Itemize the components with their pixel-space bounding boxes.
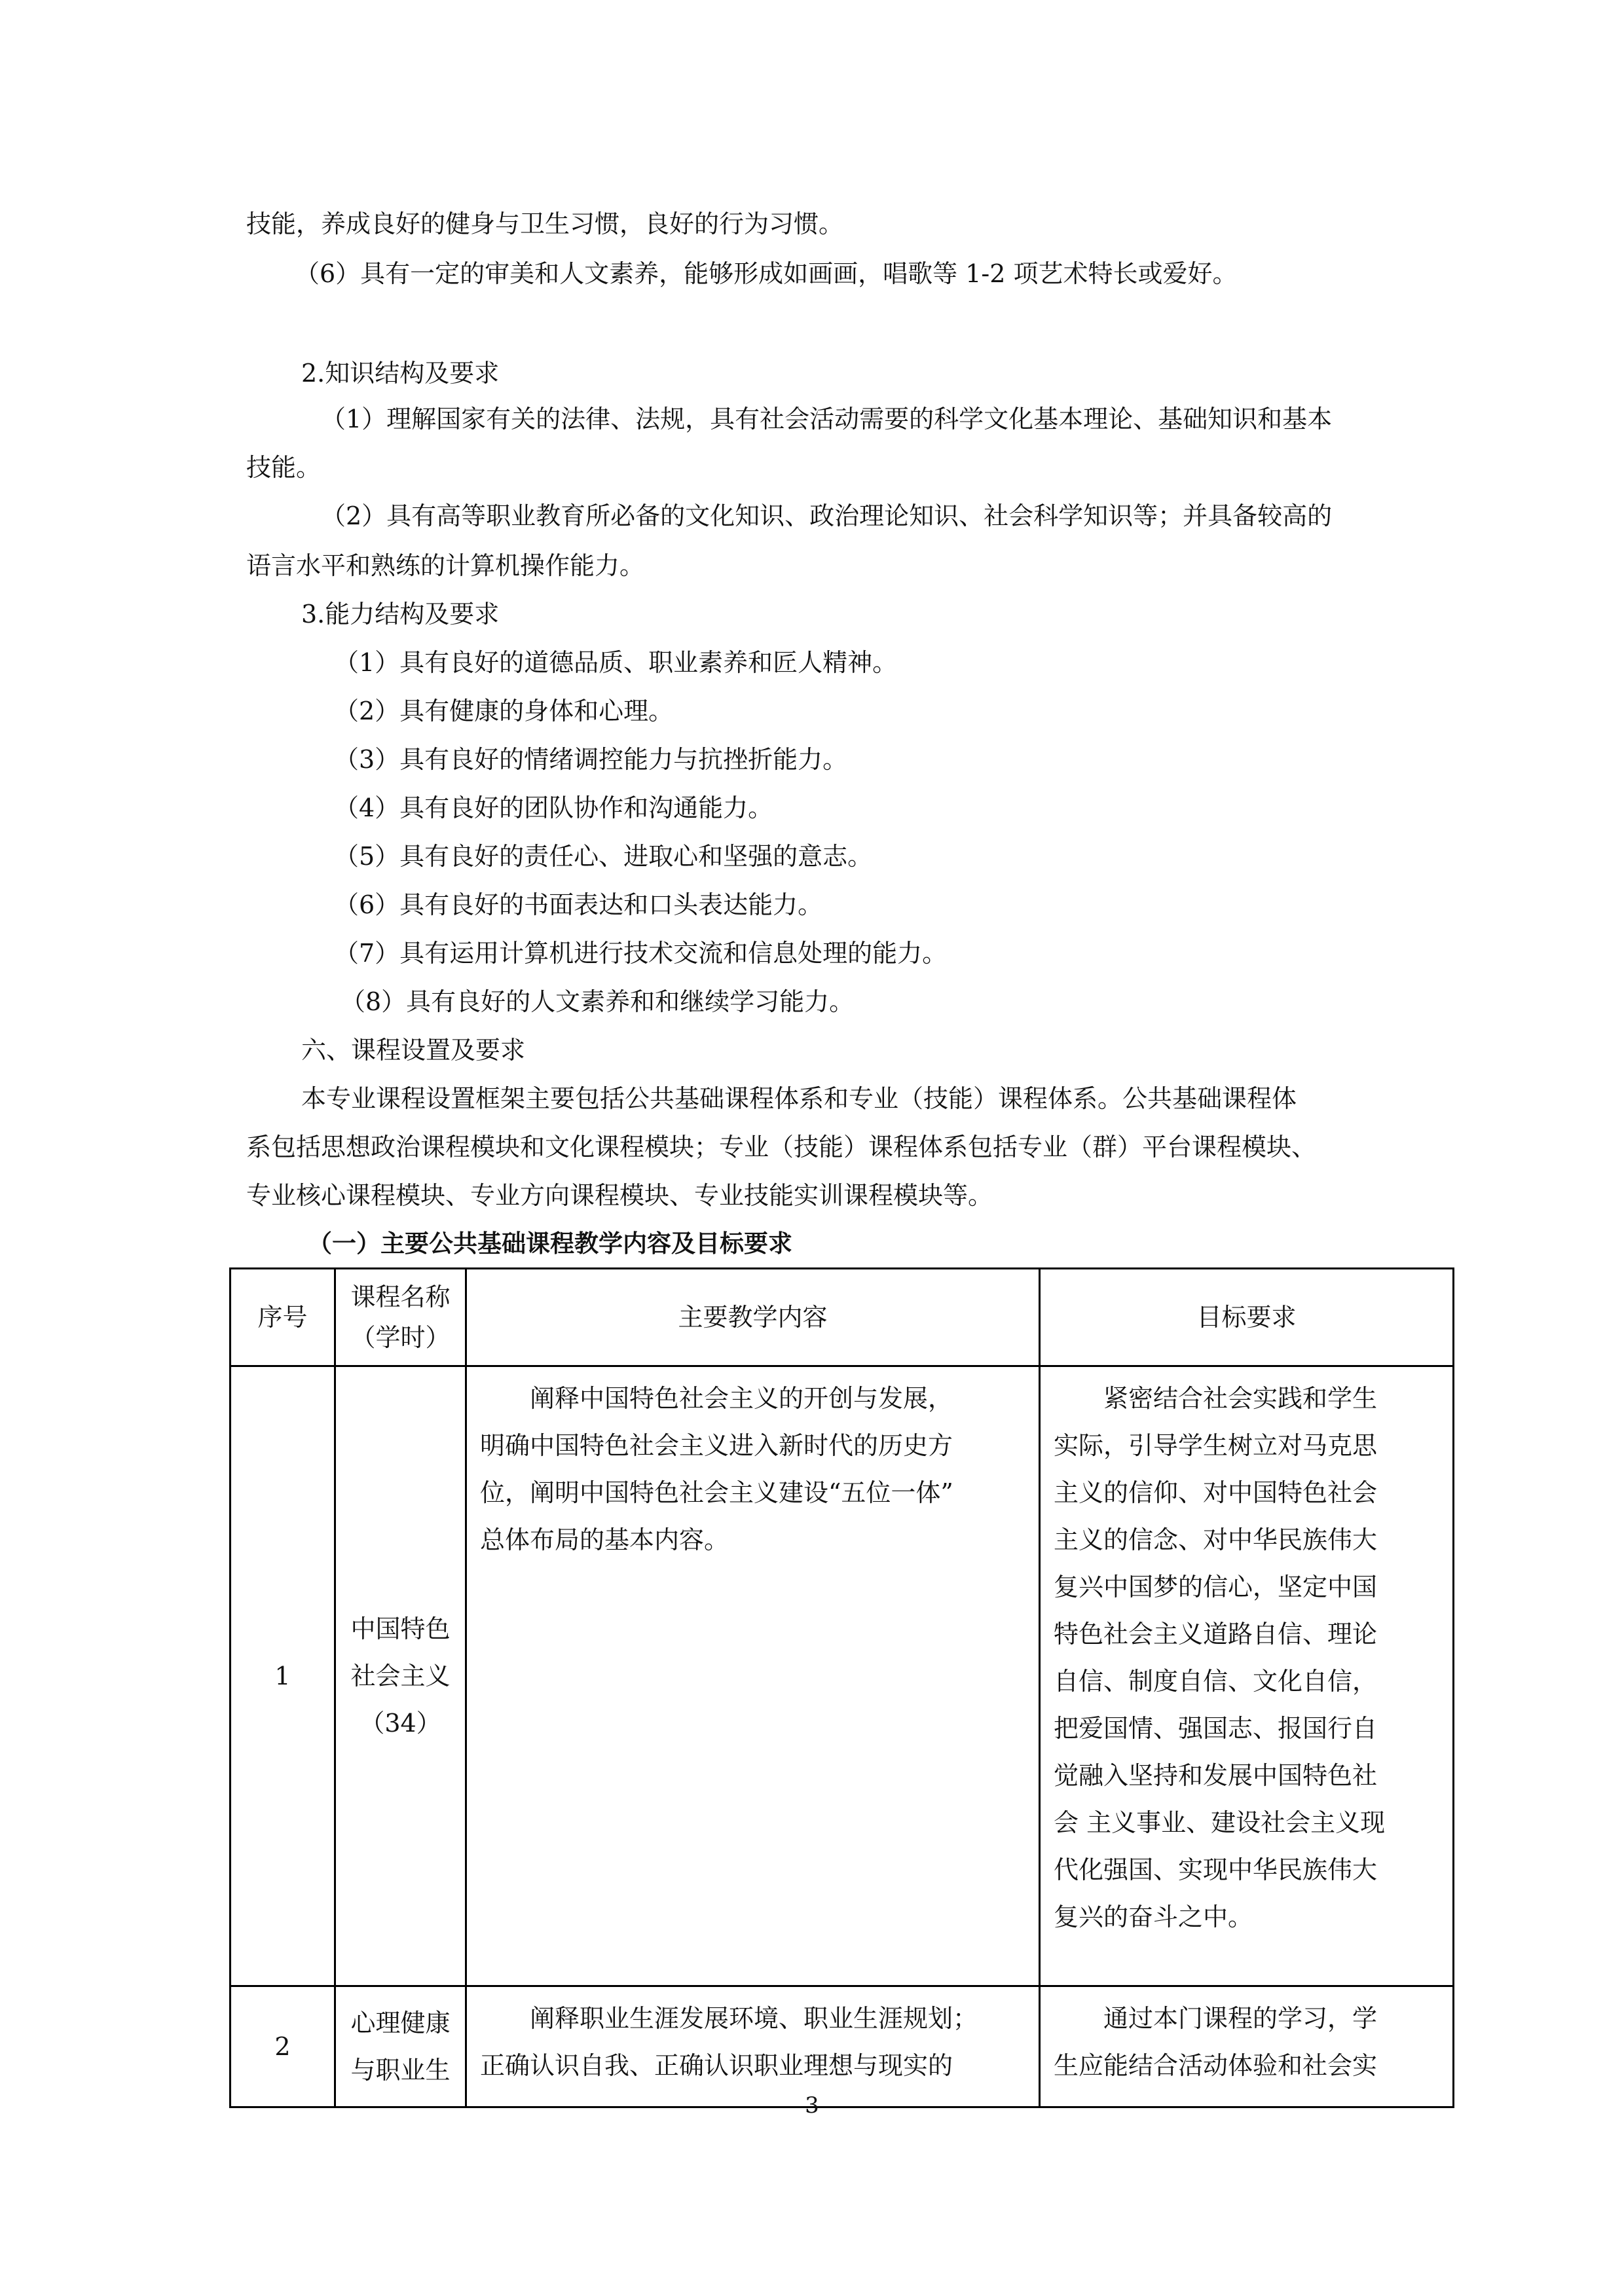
header-content: 主要教学内容	[466, 1269, 1040, 1366]
goal-line: 通过本门课程的学习，学	[1103, 2004, 1378, 2033]
table-caption: （一）主要公共基础课程教学内容及目标要求	[308, 1230, 792, 1258]
goal-line: 主义的信仰、对中国特色社会	[1054, 1478, 1378, 1507]
content-line: 正确认识自我、正确认识职业理想与现实的	[480, 2051, 953, 2080]
goal-line: 把爱国情、强国志、报国行自	[1054, 1714, 1378, 1743]
paragraph-line: 技能。	[246, 453, 322, 482]
cell-seq: 1	[231, 1366, 335, 1986]
paragraph-line: 专业核心课程模块、专业方向课程模块、专业技能实训课程模块等。	[246, 1181, 993, 1210]
cell-content	[466, 1986, 1040, 2107]
list-item: （2）具有健康的身体和心理。	[334, 697, 674, 725]
header-seq: 序号	[231, 1269, 335, 1366]
list-item: （3）具有良好的情绪调控能力与抗挫折能力。	[334, 745, 848, 774]
list-item: （8）具有良好的人文素养和和继续学习能力。	[341, 987, 855, 1016]
paragraph-line: （6）具有一定的审美和人文素养，能够形成如画画，唱歌等 1-2 项艺术特长或爱好。	[295, 259, 1238, 288]
section-heading: 2.知识结构及要求	[301, 359, 500, 388]
list-item: （1）具有良好的道德品质、职业素养和匠人精神。	[334, 648, 898, 677]
cell-content	[466, 1366, 1040, 1986]
cell-goal	[1040, 1986, 1454, 2107]
list-item: （5）具有良好的责任心、进取心和坚强的意志。	[334, 842, 873, 871]
course-name-line: （34）	[360, 1709, 441, 1738]
list-item: （7）具有运用计算机进行技术交流和信息处理的能力。	[334, 939, 948, 968]
cell-goal	[1040, 1366, 1454, 1986]
cell-course-name	[335, 1986, 466, 2107]
course-table	[229, 1267, 1454, 2108]
paragraph-line: （1）理解国家有关的法律、法规，具有社会活动需要的科学文化基本理论、基础知识和基本	[321, 405, 1333, 433]
header-name	[335, 1269, 466, 1366]
content-line: 明确中国特色社会主义进入新时代的历史方	[480, 1431, 953, 1460]
goal-line: 实际，引导学生树立对马克思	[1054, 1431, 1378, 1460]
list-item: （6）具有良好的书面表达和口头表达能力。	[334, 890, 823, 919]
goal-line: 自信、制度自信、文化自信，	[1054, 1667, 1378, 1696]
header-name-line: （学时）	[350, 1323, 451, 1352]
paragraph-line: 本专业课程设置框架主要包括公共基础课程体系和专业（技能）课程体系。公共基础课程体	[301, 1084, 1297, 1113]
paragraph-line: 语言水平和熟练的计算机操作能力。	[246, 551, 645, 580]
header-goal: 目标要求	[1040, 1269, 1454, 1366]
page-number: 3	[805, 2092, 819, 2119]
goal-line: 特色社会主义道路自信、理论	[1054, 1620, 1378, 1649]
cell-seq: 2	[231, 1986, 335, 2107]
content-line: 阐释职业生涯发展环境、职业生涯规划；	[530, 2004, 978, 2033]
paragraph-line: （2）具有高等职业教育所必备的文化知识、政治理论知识、社会科学知识等；并具备较高的	[321, 501, 1333, 530]
table-header-row	[231, 1269, 1454, 1366]
section-heading: 六、课程设置及要求	[301, 1036, 526, 1065]
course-name-line: 与职业生	[350, 2056, 451, 2085]
table-row	[231, 1366, 1454, 1986]
table-row	[231, 1986, 1454, 2107]
content-line: 总体布局的基本内容。	[480, 1525, 729, 1554]
goal-line: 复兴中国梦的信心，坚定中国	[1054, 1573, 1378, 1601]
goal-line: 紧密结合社会实践和学生	[1103, 1384, 1378, 1413]
paragraph-line: 系包括思想政治课程模块和文化课程模块；专业（技能）课程体系包括专业（群）平台课程模块、	[246, 1133, 1317, 1161]
goal-line: 生应能结合活动体验和社会实	[1054, 2051, 1378, 2080]
section-heading: 3.能力结构及要求	[301, 600, 500, 629]
goal-line: 代化强国、实现中华民族伟大	[1054, 1855, 1378, 1884]
paragraph-line: 技能，养成良好的健身与卫生习惯，良好的行为习惯。	[246, 210, 844, 238]
cell-course-name	[335, 1366, 466, 1986]
list-item: （4）具有良好的团队协作和沟通能力。	[334, 793, 773, 822]
goal-line: 会 主义事业、建设社会主义现	[1054, 1808, 1386, 1837]
course-name-line: 中国特色	[350, 1614, 451, 1643]
goal-line: 复兴的奋斗之中。	[1054, 1903, 1253, 1931]
goal-line: 主义的信念、对中华民族伟大	[1054, 1525, 1378, 1554]
header-name-line: 课程名称	[350, 1283, 451, 1311]
content-line: 阐释中国特色社会主义的开创与发展，	[530, 1384, 953, 1413]
course-name-line: 社会主义	[350, 1662, 451, 1690]
goal-line: 觉融入坚持和发展中国特色社	[1054, 1761, 1378, 1790]
content-line: 位，阐明中国特色社会主义建设“五位一体”	[480, 1478, 953, 1507]
course-name-line: 心理健康	[350, 2009, 451, 2037]
